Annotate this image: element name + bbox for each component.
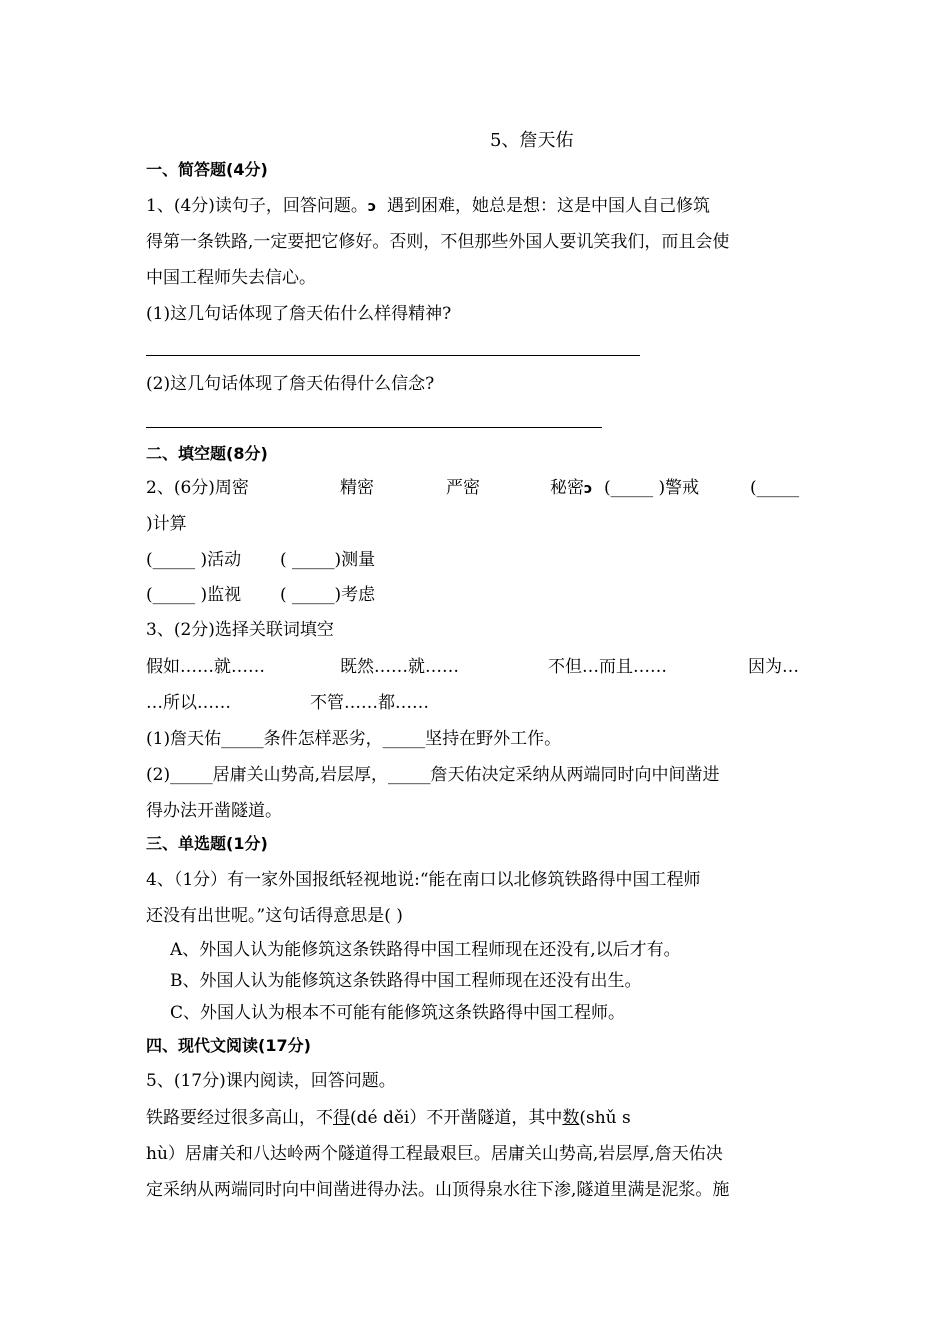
question-4-line-1: 4、（1分）有一家外国报纸轻视地说:“能在南口以北修筑铁路得中国工程师 — [146, 870, 701, 890]
word-mimi — [550, 476, 592, 501]
option-a[interactable]: A、外国人认为能修筑这条铁路得中国工程师现在还没有,以后才有。 — [170, 940, 681, 960]
symbol-glyph: ↄ — [584, 481, 593, 497]
question-1-sub-2: (2)这几句话体现了詹天佑得什么信念? — [146, 374, 435, 394]
symbol-glyph: ↄ — [367, 199, 377, 215]
conjunction-option-3: 不但…而且…… — [548, 657, 667, 677]
conjunction-option-4b: …所以…… — [146, 693, 231, 713]
word-mimi-text: 秘密 — [550, 478, 584, 498]
conjunction-option-5: 不管……都…… — [310, 693, 429, 713]
question-3-sub-2-cont: 得办法开凿隧道。 — [146, 801, 282, 821]
passage-line-1 — [146, 1106, 631, 1130]
document-title: 5、詹天佑 — [490, 130, 574, 151]
question-1-line-1 — [146, 194, 710, 219]
blank-jianshi[interactable]: (_____ )监视 — [146, 585, 242, 605]
question-3-title: 3、(2分)选择关联词填空 — [146, 620, 334, 640]
blank-huodong[interactable]: (_____ )活动 — [146, 550, 242, 570]
conjunction-option-4a: 因为… — [748, 657, 799, 677]
question-1-line-3: 中国工程师失去信心。 — [146, 268, 316, 288]
question-2-prefix: 2、(6分)周密 — [146, 478, 249, 498]
conjunction-option-1: 假如……就…… — [146, 657, 265, 677]
option-b[interactable]: B、外国人认为能修筑这条铁路得中国工程师现在还没有出生。 — [170, 971, 642, 991]
answer-line-2[interactable] — [146, 427, 602, 428]
word-yanmi: 严密 — [446, 478, 480, 498]
passage-line-3: 定采纳从两端同时向中间凿进得办法。山顶得泉水往下渗,隧道里满是泥浆。施 — [146, 1180, 730, 1200]
option-c[interactable]: C、外国人认为根本不可能有能修筑这条铁路得中国工程师。 — [170, 1003, 626, 1023]
underlined-char-de: 得 — [333, 1108, 350, 1128]
section-2-heading: 二、填空题(8分) — [146, 444, 268, 463]
question-1-prefix: 1、(4分)读句子，回答问题。 — [146, 196, 368, 216]
question-5-title: 5、(17分)课内阅读，回答问题。 — [146, 1071, 396, 1091]
blank-jisuan-close: )计算 — [146, 514, 187, 534]
blank-jingjie[interactable]: (_____ )警戒 — [604, 478, 700, 498]
passage-text: (dé děi）不开凿隧道，其中 — [350, 1108, 563, 1128]
passage-line-2: hù）居庸关和八达岭两个隧道得工程最艰巨。居庸关山势高,岩层厚,詹天佑决 — [146, 1144, 723, 1164]
conjunction-option-2: 既然……就…… — [340, 657, 459, 677]
question-1-quote-start: 遇到困难，她总是想：这是中国人自己修筑 — [387, 196, 711, 216]
blank-jisuan-open[interactable]: (_____ — [750, 478, 800, 498]
section-1-heading: 一、简答题(4分) — [146, 160, 268, 179]
question-3-sub-2: (2)_____居庸关山势高,岩层厚，_____詹天佑决定采纳从两端同时向中间凿进 — [146, 765, 720, 785]
section-4-heading: 四、现代文阅读(17分) — [146, 1036, 311, 1055]
blank-kaolv[interactable]: ( _____)考虑 — [280, 585, 376, 605]
underlined-char-shu: 数 — [562, 1108, 580, 1128]
question-3-sub-1: (1)詹天佑_____条件怎样恶劣，_____坚持在野外工作。 — [146, 729, 562, 749]
question-1-line-2: 得第一条铁路,一定要把它修好。否则，不但那些外国人要讥笑我们，而且会使 — [146, 232, 730, 252]
answer-line-1[interactable] — [146, 355, 640, 356]
word-jingmi: 精密 — [340, 478, 374, 498]
question-4-line-2: 还没有出世呢。”这句话得意思是( ) — [146, 906, 403, 926]
blank-celiang[interactable]: ( _____)测量 — [280, 550, 376, 570]
passage-text: (shǔ s — [579, 1108, 631, 1128]
passage-text: 铁路要经过很多高山，不 — [146, 1108, 333, 1128]
section-3-heading: 三、单选题(1分) — [146, 834, 268, 853]
question-1-sub-1: (1)这几句话体现了詹天佑什么样得精神? — [146, 304, 452, 324]
